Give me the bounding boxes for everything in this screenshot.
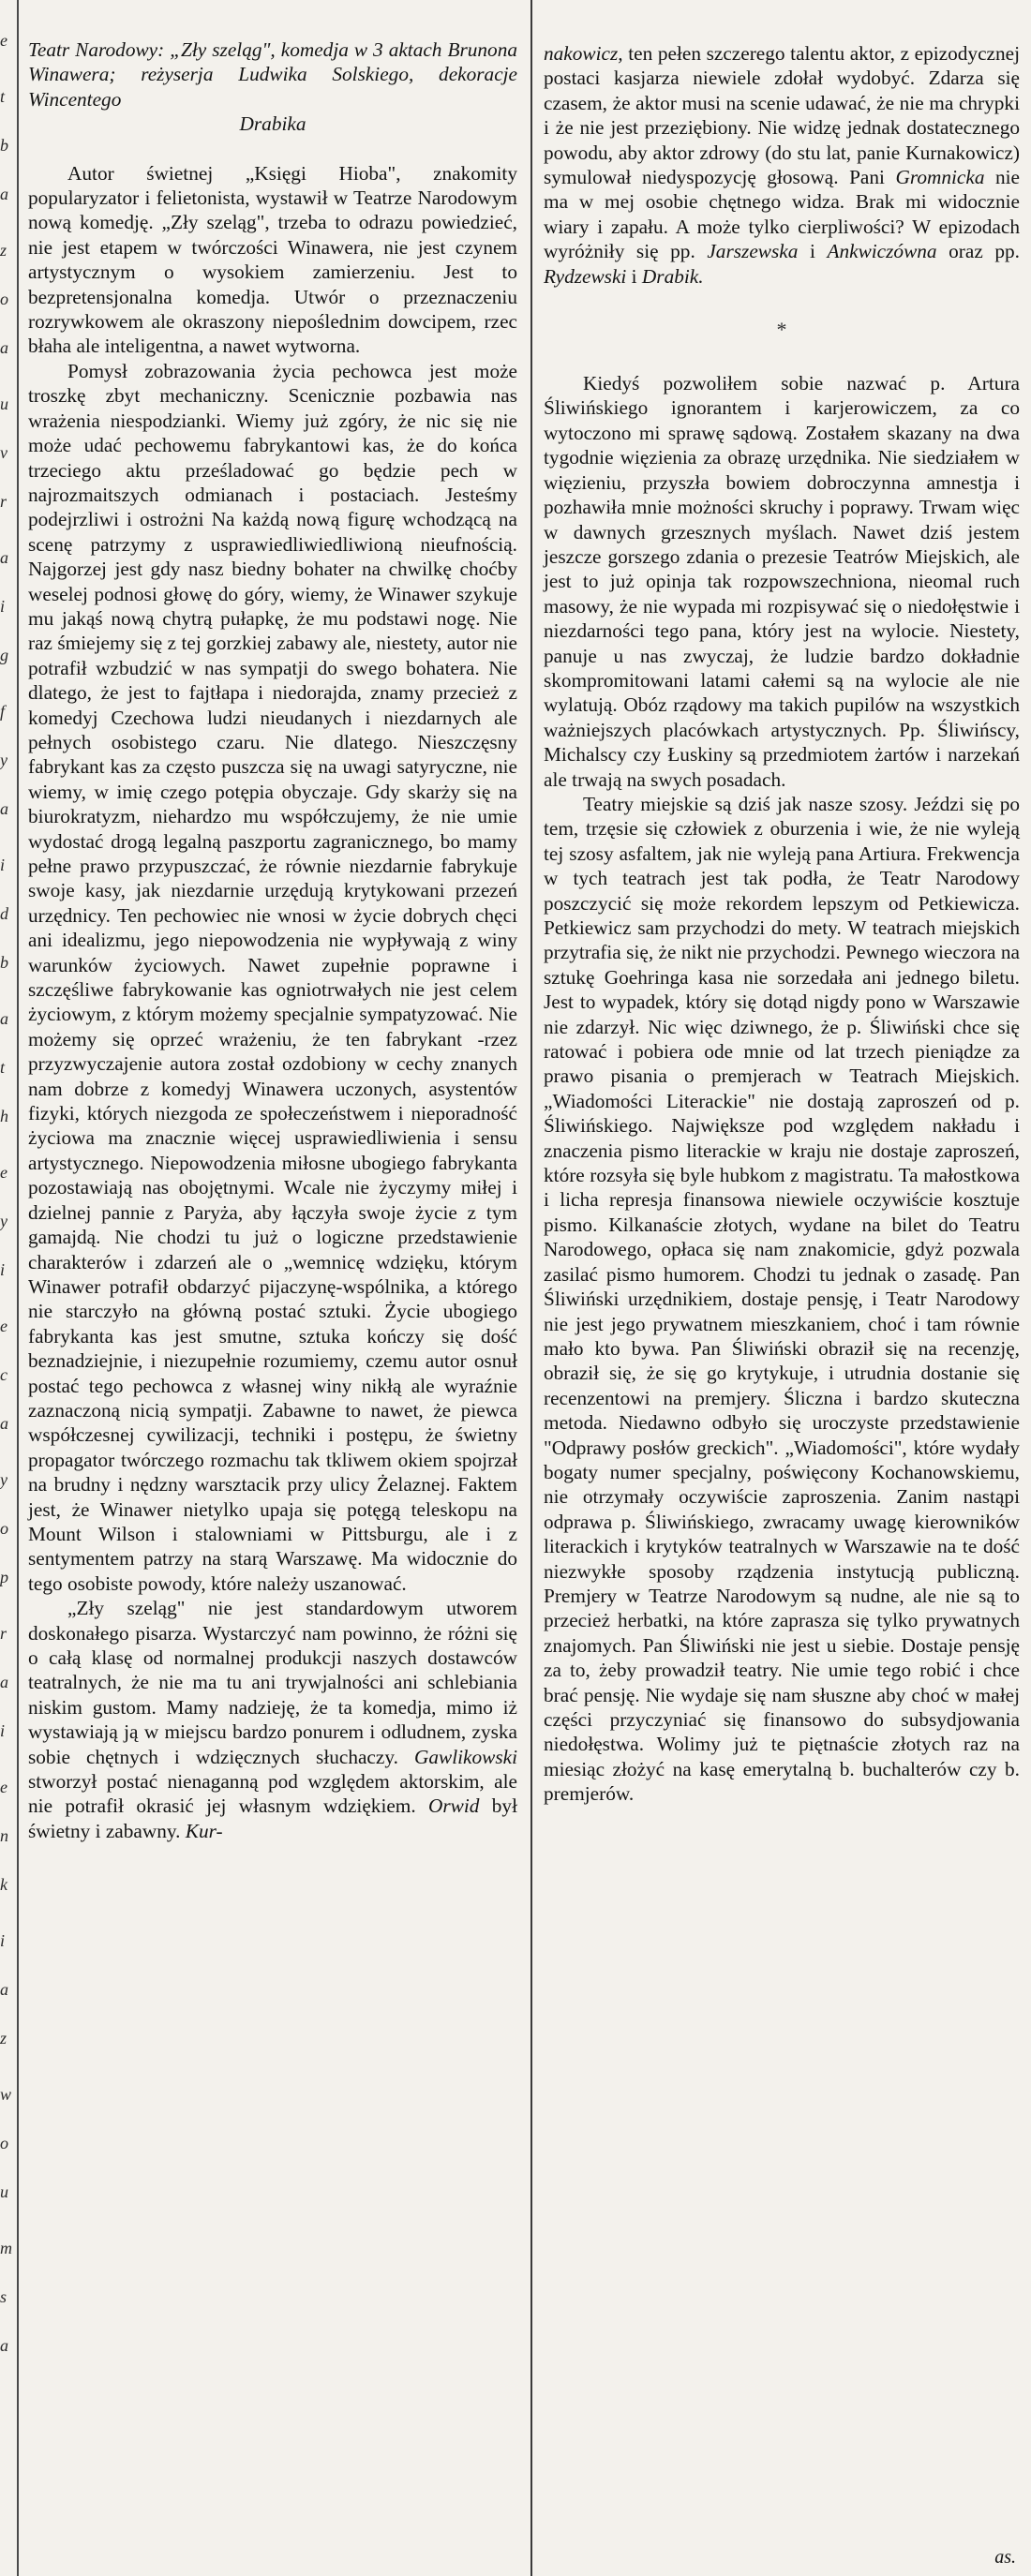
gutter-fragment: z <box>0 241 7 260</box>
gutter-fragment: a <box>0 1414 8 1433</box>
gutter-fragment: d <box>0 904 8 923</box>
left-paragraph-2: Pomysł zobrazowania życia pechowca jest może troszkę zbyt mechaniczny. Scenicznie pozbawia nas wrażenia niespodzianki. Wiemy już zgóry, że nic się nie może udać pechowemu fabrykantowi kas, że do końca trzeciego aktu prześladować go będzie pech w najrozmaitszych odmianach i postaciach. Jesteśmy podejrzliwi i ostrożni Na każdą nową figurę wchodzącą na scenę patrzymy z usprawiedliwiedliwioną nieufnością. Najgorzej jest gdy nasz biedny bohater na chwilkę choćby weselej podnosi głowę do góry, wiemy, że Winawer szykuje mu jakąś nową chytrą pułapkę, że mu podstawi nogę. Nie raz śmiejemy się z tej gorzkiej zabawy ale, niestety, autor nie potrafił wzbudzić w nas sympatji do swego bohatera. Nie dlatego, że jest to fajtłapa i niedorajda, znamy przecież z komedyj Czechowa ludzi nieudanych i niezdarnych ale pełnych osobistego czaru. Nie dlatego. Nieszczęsny fabrykant kas za często puszcza się na uwagi satyryczne, nie wiemy, w imię czego potępia obyczaje. Gdy skarży się na biurokratyzm, niehardzo mu współczujemy, że nie umie wydostać drogą legalną paszportu zagranicznego, bo mamy pełne prawo przypuszczać, że równie niezdarnie fabrykuje swoje kasy, jak niezdarnie urzędują krytykowani przezeń urzędnicy. Ten pechowiec nie wnosi w życie dobrych chęci ani idealizmu, jego niepowodzenia nie wypływają z winy warunków życiowych. Nawet zupełnie poprawne i szczęśliwe fabrykowanie kas ogniotrwałych nie jest celem życiowym, z którym możemy specjalnie sympatyzować. Nie możemy się oprzeć wrażeniu, że ten fabrykant -rzez przyzwyczajenie autora został ozdobiony w cechy znanych nam dobrze z komedyj Winawera uczonych, asystentów fizyki, których niezgoda ze społeczeństwem i nieporadność życiowa ma znacznie więcej usprawiedliwienia i sensu artystycznego. Niepowodzenia miłosne ubogiego fabrykanta pozostawiają nas obojętnymi. Wcale nie życzymy miłej i dzielnej pannie z Paryża, aby łączyła swoje życie z tym gamajdą. Nie chodzi tu już o logiczne przedstawienie charakterów i zdarzeń ale o „wemnicę wdzięku, którym Winawer potrafił obdarzyć pijaczynę-wspólnika, a którego nie starczyło na główną postać sztuki. Życie ubogiego fabrykanta kas jest smutne, sztuka kończy się dość beznadziejnie, i niezupełnie rozumiemy, czemu autor osnuł postać tego pechowca z własnej winy nikłą ale wyraźnie zaznaczoną nicią sympatji. Zabawne to nawet, że piewca współczesnej cywilizacji, techniki i postępu, że świetny propagator twórczego rozmachu tak tkliwem okiem spojrzał na brudny i nędzny warsztacik przy ulicy Żelaznej. Faktem jest, że Winawer nietylko upaja się potęgą teleskopu na Mount Wilson i stalowniami w Pittsburgu, ale i z sentymentem patrzy na starą Warszawę. Ma widocznie do tego osobiste powody, które należy uszanować. <box>28 359 517 1595</box>
gutter-fragment: w <box>0 2085 12 2104</box>
gutter-fragment: f <box>0 702 6 721</box>
actor-gawlikowski: Gawlikowski <box>413 1745 517 1768</box>
gutter-fragment: i <box>0 597 6 616</box>
left-paragraph-1: Autor świetnej „Księgi Hioba", znakomity popularyzator i felietonista, wystawił w Teatrze Narodowym nową komedję. „Zły szeląg", trzeba to odrazu powiedzieć, nie jest etapem w twórczości Winawera, nie jest czynem artystycznym o wysokiem zamierzeniu. Jest to bezpretensjonalna komedja. Utwór o przeznaczeniu rozrywkowem ale okraszony niepoślednim dowcipem, rzec błaha ale inteligentna, a nawet wytworna. <box>28 161 517 358</box>
left-column <box>28 37 517 1843</box>
gutter-fragment: y <box>0 751 7 769</box>
gutter-fragment: p <box>0 1568 8 1586</box>
gutter-fragment: z <box>0 2029 7 2047</box>
gutter-fragment: o <box>0 290 8 308</box>
right-paragraph-2: Kiedyś pozwoliłem sobie nazwać p. Artura Śliwińskiego ignorantem i karjerowiczem, za co wytoczono mi sprawę sądową. Zostałem skazany na dwa tygodnie więzienia za obrazę urzędnika. Nie siedziałem w więzieniu, przyszła bowiem dobroczynna amnestja i pozhawiła mnie możności skruchy i poprawy. Trwam więc w dawnych grzesznych myślach. Nawet dziś jestem jeszcze gorszego zdania o prezesie Teatrów Miejskich, ale jest to już opinja tak rozpowszechniona, nieomal ruch masowy, że nie wypada mi rozpisywać się o niedołęstwie i niezdarności tego pana, który jest na wylocie. Niestety, panuje u nas zwyczaj, że ludzie bardzo dokładnie skompromitowani latami całemi są na wylocie ale nie wylatują. Obóz rządowy ma takich pupilów na wszystkich ważniejszych placówkach artystycznych. Pp. Śliwińscy, Michalscy czy Łuskiny są przedmiotem żartów i narzekań ale trwają na swych posadach. <box>544 372 1020 791</box>
gutter-fragment: i <box>0 1721 6 1740</box>
gutter-fragment: e <box>0 31 7 50</box>
gutter-fragment: t <box>0 87 6 106</box>
gutter-fragment: y <box>0 1470 7 1489</box>
actor-orwid: Orwid <box>428 1794 480 1818</box>
gutter-fragment: h <box>0 1107 8 1125</box>
review-header: Teatr Narodowy: „Zły szeląg", komedja w 3 aktach Brunona Winawera; reżyserja Ludwika Solskiego, dekoracje Wincentego Drabika <box>28 38 518 136</box>
gutter-fragment: r <box>0 1624 7 1643</box>
actor-rydzewski: Rydzewski <box>544 264 627 288</box>
header-author: Brunona Winawera; <box>28 38 517 86</box>
gutter-fragment: a <box>0 185 8 203</box>
gutter-fragment: b <box>0 953 8 972</box>
actress-ankwiczowna: Ankwiczówna <box>827 240 937 263</box>
gutter-fragment: b <box>0 136 8 155</box>
header-line1: Teatr Narodowy: „Zły szeląg", komedja <box>28 38 349 61</box>
gutter-fragment: a <box>0 548 8 567</box>
gutter-fragment: a <box>0 1009 8 1028</box>
header-designer-surname: Drabika <box>239 112 306 136</box>
gutter-fragment: i <box>0 856 6 874</box>
gutter-fragment: e <box>0 1317 7 1335</box>
gutter-fragment: i <box>0 1931 6 1950</box>
gutter-fragment: m <box>0 2239 12 2257</box>
header-designer: Wincentego <box>28 87 122 111</box>
right-paragraph-1: nakowicz, ten pełen szczerego talentu aktor, z epizodycznej postaci kasjarza niewiele zdołał wydobyć. Zdarza się czasem, że aktor musi na scenie udawać, że nie ma chrypki i że nie jest przeziębiony. Nie widzę jednak dostatecznego powodu, aby aktor zdrowy (do stu lat, panie Kurnakowicz) symulował niedyspozycję głosową. Pani Gromnicka nie ma w mej osobie chętnego widza. Brak mi widocznie wiary i zapału. A może tylko cierpliwości? W epizodach wyróżniły się pp. Jarszewska i Ankwiczówna oraz pp. Rydzewski i Drabik. <box>544 42 1020 288</box>
section-separator-asterisk: * <box>776 318 787 342</box>
gutter-fragment: a <box>0 338 8 357</box>
gutter-fragment: y <box>0 1212 7 1230</box>
gutter-fragment: n <box>0 1826 8 1845</box>
left-column-rule <box>17 0 19 2576</box>
gutter-fragment: o <box>0 2134 8 2152</box>
actress-jarszewska: Jarszewska <box>707 240 799 263</box>
left-paragraph-3: „Zły szeląg" nie jest standardowym utworem doskonałego pisarza. Wystarczyć nam powinno, że różni się o całą klasę od normalnej produkcji naszych dostawców teatralnych, że nie ma tu ani trywjalności ani schlebiania niskim gustom. Mamy nadzieję, że ta komedja, mimo iż wystawiają ją w miejscu bardzo ponurem i odludnem, zyska sobie chętnych i wdzięcznych słuchaczy. Gawlikowski stworzył postać nienaganną pod względem aktorskim, ale nie potrafił okrasić jej własnym wdziękiem. Orwid był świetny i zabawny. Kur- <box>28 1597 517 1842</box>
gutter-fragment: c <box>0 1365 7 1384</box>
gutter-fragment: k <box>0 1875 7 1894</box>
actor-kurnakowicz-end: nakowicz, <box>544 42 623 65</box>
gutter-fragment: e <box>0 1163 7 1182</box>
gutter-fragment: s <box>0 2287 7 2306</box>
gutter-fragment: v <box>0 443 7 462</box>
author-signature: as. <box>994 2547 1016 2568</box>
gutter-fragment: a <box>0 2336 8 2355</box>
gutter-fragment: g <box>0 646 8 664</box>
actor-kurnakowicz-start: Kur- <box>185 1819 223 1842</box>
gutter-fragment: o <box>0 1519 8 1538</box>
header-director: Ludwika Solskiego, <box>238 63 414 86</box>
gutter-fragment: a <box>0 799 8 818</box>
actress-gromnicka: Gromnicka <box>895 166 985 189</box>
left-gutter-text <box>0 28 13 2539</box>
gutter-fragment: u <box>0 2182 8 2201</box>
actor-drabik: Drabik. <box>641 264 704 288</box>
center-column-rule <box>530 0 532 2576</box>
gutter-fragment: a <box>0 1673 8 1691</box>
gutter-fragment: a <box>0 1980 8 1999</box>
right-column <box>544 41 1020 1807</box>
gutter-fragment: r <box>0 492 7 511</box>
gutter-fragment: t <box>0 1058 6 1077</box>
gutter-fragment: e <box>0 1778 7 1796</box>
gutter-fragment: u <box>0 395 8 413</box>
gutter-fragment: i <box>0 1260 6 1279</box>
right-paragraph-3: Teatry miejskie są dziś jak nasze szosy. Jeździ się po tem, trzęsie się człowiek z oburzenia i wie, że nie wyleją tej szosy asfaltem, jak nie wyleją pana Artiura. Frekwencja w tych teatrach jest tak podła, że Teatr Narodowy poszczycić się może rekordem lepszym od Petkiewicza. Petkiewicz sam przychodzi do mety. W teatrach miejskich przytrafia się, że nikt nie przychodzi. Pewnego wieczora na sztukę Goehringa kasa nie sorzedała ani jednego biletu. Jest to wypadek, który się dotąd nigdy pono w Warszawie nie zdarzył. Nic więc dziwnego, że p. Śliwiński chce się ratować i pobiera ode mnie od lat trzech pieniądze za prawo pisania o premjerach w Teatrach Miejskich. „Wiadomości Literackie" nie dostają zaproszeń od p. Śliwińskiego. Największe pod względem nakładu i znaczenia pismo literackie w kraju nie dostaje zaproszeń, które rozsyła się byle hubkom z magistratu. Ta małostkowa i licha represja finansowa niewiele oczywiście kosztuje pismo. Kilkanaście złotych, wydane na bilet do Teatru Narodowego, opłaca się nam znakomicie, gdyż pozwala zasilać pismo humorem. Chodzi tu jednak o zasadę. Pan Śliwiński urzędnikiem, dostaje pensję, i Teatr Narodowy nie jest jego prywatnem mieszkaniem, choć i tam równie mało kto bywa. Pan Śliwiński obraził się na recenzję, obraził się, że się go krytykuje, i utrudnia dostanie się recenzentowi na premjery. Śliczna i bardzo skuteczna metoda. Niedawno odbyło się uroczyste przedstawienie "Odprawy posłów greckich". „Wiadomości", które wydały bogaty numer specjalny, poświęcony Kochanowskiemu, nie otrzymały oczywiście zaproszenia. Zanim nastąpi odprawa p. Śliwińskiego, zwracamy uwagę kierowników literackich i krytyków teatralnych w Warszawie na te dość niezwykłe sposoby rządzenia instytucją publiczną. Premjery w Teatrze Narodowym są nudne, ale nie są to przecież herbatki, na które zaprasza się tylko prywatnych znajomych. Pan Śliwiński nie jest u siebie. Dostaje pensję za to, żeby prowadził teatry. Nie umie tego robić i chce brać pensję. Nie wydaje się nam słuszne aby choć w małej części przyczyniać się finansowo do subsydjowania niedołęstwa. Wolimy już te piętnaście złotych raz na miesiąc złożyć na kasę emerytalną b. buchalterów czy b. premjerów. <box>544 792 1020 1806</box>
